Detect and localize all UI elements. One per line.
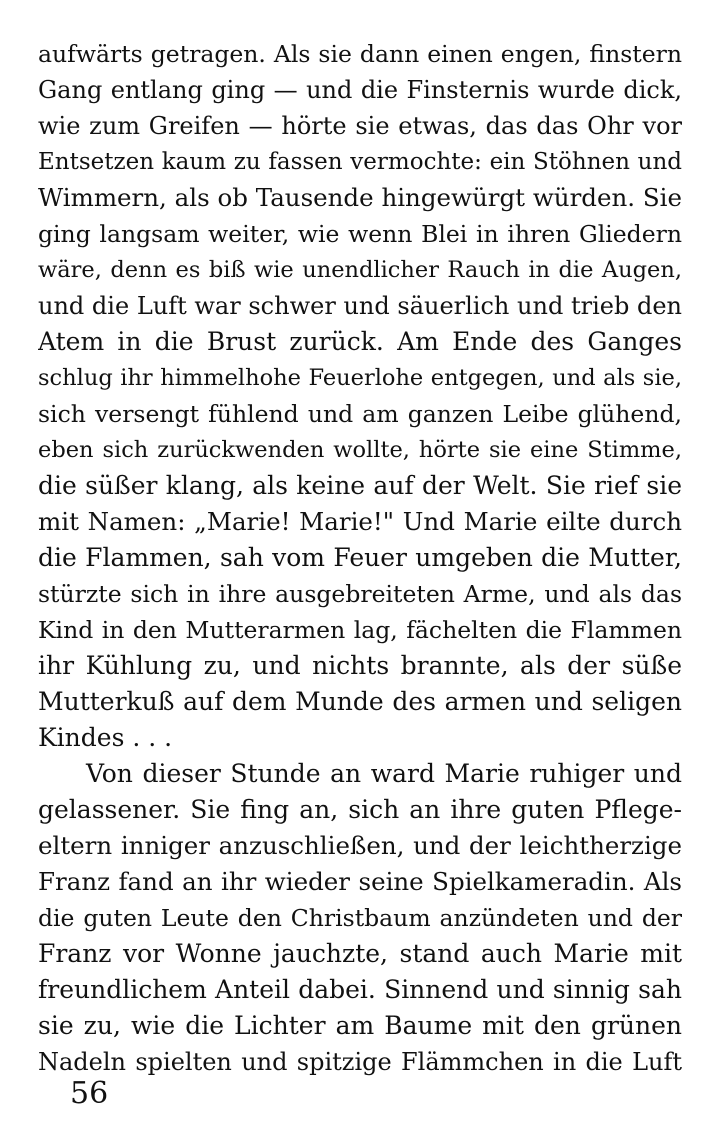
paragraph-2	[38, 756, 682, 1080]
text-line: sich versengt fühlend und am ganzen Leibe glühend,	[38, 400, 682, 428]
text-line: ging langsam weiter, wie wenn Blei in ihren Gliedern	[38, 220, 682, 248]
text-line: stürzte sich in ihre ausgebreiteten Arme, und als das	[38, 580, 682, 608]
text-line: schlug ihr himmelhohe Feuerlohe entgegen, und als sie,	[38, 365, 682, 391]
text-line: die süßer klang, als keine auf der Welt. Sie rief sie	[38, 471, 682, 500]
text-line: Gang entlang ging — und die Finsternis wurde dick,	[38, 76, 682, 104]
text-line: Atem in die Brust zurück. Am Ende des Ganges	[38, 327, 682, 356]
text-line: und die Luft war schwer und säuerlich und trieb den	[38, 292, 682, 320]
text-line: ihr Kühlung zu, und nichts brannte, als der süße	[38, 651, 682, 680]
text-line: gelassener. Sie fing an, sich an ihre guten Pflege-	[38, 795, 682, 824]
text-line: Von dieser Stunde an ward Marie ruhiger und	[86, 759, 682, 788]
text-line: Entsetzen kaum zu fassen vermochte: ein Stöhnen und	[38, 149, 682, 175]
text-line: wäre, denn es biß wie unendlicher Rauch in die Augen,	[38, 257, 682, 283]
text-line: Wimmern, als ob Tausende hingewürgt würden. Sie	[38, 183, 682, 212]
body-text	[38, 36, 682, 1080]
text-line: eben sich zurückwenden wollte, hörte sie eine Stimme,	[38, 437, 682, 463]
text-line: Kindes . . .	[38, 723, 173, 752]
text-line: Franz vor Wonne jauchzte, stand auch Marie mit	[38, 939, 682, 968]
text-line: mit Namen: „Marie! Marie!" Und Marie eilte durch	[38, 507, 682, 536]
text-line: eltern inniger anzuschließen, und der leichtherzige	[38, 831, 682, 860]
text-line: Kind in den Mutterarmen lag, fächelten die Flammen	[38, 616, 682, 644]
text-line: Mutterkuß auf dem Munde des armen und seligen	[38, 687, 682, 716]
page-number: 56	[70, 1076, 109, 1111]
paragraph-1	[38, 36, 682, 756]
text-line: sie zu, wie die Lichter am Baume mit den grünen	[38, 1011, 682, 1040]
text-line: wie zum Greifen — hörte sie etwas, das das Ohr vor	[38, 112, 682, 140]
text-line: die Flammen, sah vom Feuer umgeben die Mutter,	[38, 543, 682, 572]
text-line: Franz fand an ihr wieder seine Spielkameradin. Als	[38, 867, 682, 896]
text-line: aufwärts getragen. Als sie dann einen engen, finstern	[38, 40, 682, 68]
text-line: die guten Leute den Christbaum anzündeten und der	[38, 904, 682, 932]
text-line: freundlichem Anteil dabei. Sinnend und sinnig sah	[38, 975, 682, 1004]
text-line: Nadeln spielten und spitzige Flämmchen in die Luft	[38, 1048, 682, 1076]
